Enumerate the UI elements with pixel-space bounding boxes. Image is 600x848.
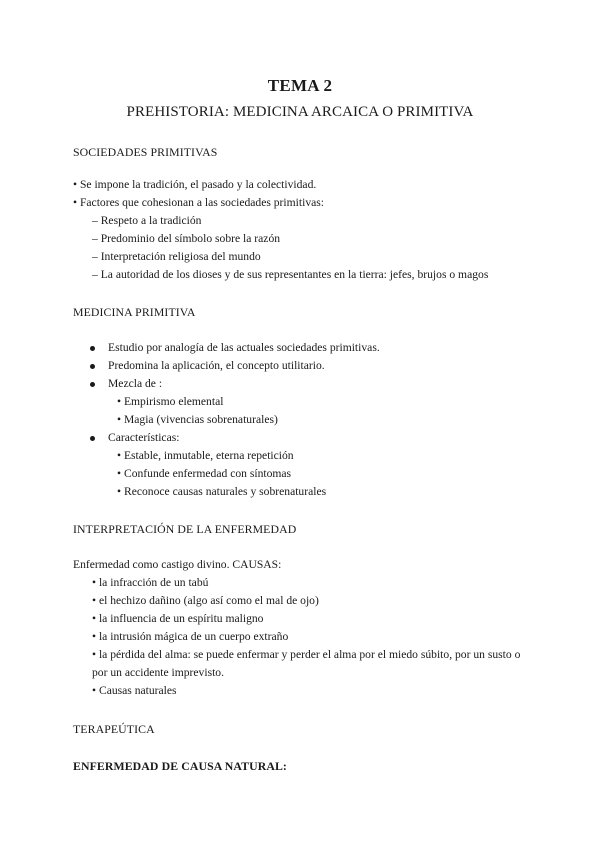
bullet-dot — [90, 382, 95, 387]
list-subitem: • Estable, inmutable, eterna repetición — [117, 449, 294, 462]
list-item: Estudio por analogía de las actuales sociedades primitivas. — [108, 341, 380, 354]
section-heading-causa-natural: ENFERMEDAD DE CAUSA NATURAL: — [73, 759, 287, 773]
list-item: • el hechizo dañino (algo así como el mal de ojo) — [92, 594, 319, 607]
list-item: • la intrusión mágica de un cuerpo extraño — [92, 630, 289, 643]
section-heading-sociedades: SOCIEDADES PRIMITIVAS — [73, 145, 218, 159]
list-item-continuation: por un accidente imprevisto. — [92, 666, 224, 679]
section-heading-terapeutica: TERAPEÚTICA — [73, 722, 155, 736]
section-heading-medicina: MEDICINA PRIMITIVA — [73, 305, 196, 319]
section-heading-interpretacion: INTERPRETACIÓN DE LA ENFERMEDAD — [73, 522, 297, 536]
list-subitem: • Reconoce causas naturales y sobrenaturales — [117, 485, 327, 498]
list-item: • la infracción de un tabú — [92, 576, 209, 589]
page-title: TEMA 2 — [267, 76, 333, 95]
list-item: Predomina la aplicación, el concepto utilitario. — [108, 359, 325, 372]
bullet-dot — [90, 346, 95, 351]
list-subitem: – Interpretación religiosa del mundo — [92, 250, 261, 263]
list-subitem: – La autoridad de los dioses y de sus representantes en la tierra: jefes, brujos o magos — [92, 268, 489, 281]
list-subitem: • Empirismo elemental — [117, 395, 224, 408]
list-subitem: – Respeto a la tradición — [92, 214, 202, 227]
list-item: Mezcla de : — [108, 377, 163, 390]
list-item: • Causas naturales — [92, 684, 177, 697]
list-item: • Se impone la tradición, el pasado y la colectividad. — [73, 178, 317, 191]
list-item: • la influencia de un espíritu maligno — [92, 612, 264, 625]
list-item: • la pérdida del alma: se puede enfermar y perder el alma por el miedo súbito, por un susto o — [92, 648, 521, 661]
paragraph-intro: Enfermedad como castigo divino. CAUSAS: — [73, 558, 282, 571]
list-subitem: • Magia (vivencias sobrenaturales) — [117, 413, 278, 426]
bullet-dot — [90, 436, 95, 441]
bullet-dot — [90, 364, 95, 369]
page-subtitle: PREHISTORIA: MEDICINA ARCAICA O PRIMITIVA — [126, 104, 474, 120]
list-item: Características: — [108, 431, 180, 444]
list-item: • Factores que cohesionan a las sociedades primitivas: — [73, 196, 324, 209]
list-subitem: • Confunde enfermedad con síntomas — [117, 467, 292, 480]
list-subitem: – Predominio del símbolo sobre la razón — [92, 232, 281, 245]
